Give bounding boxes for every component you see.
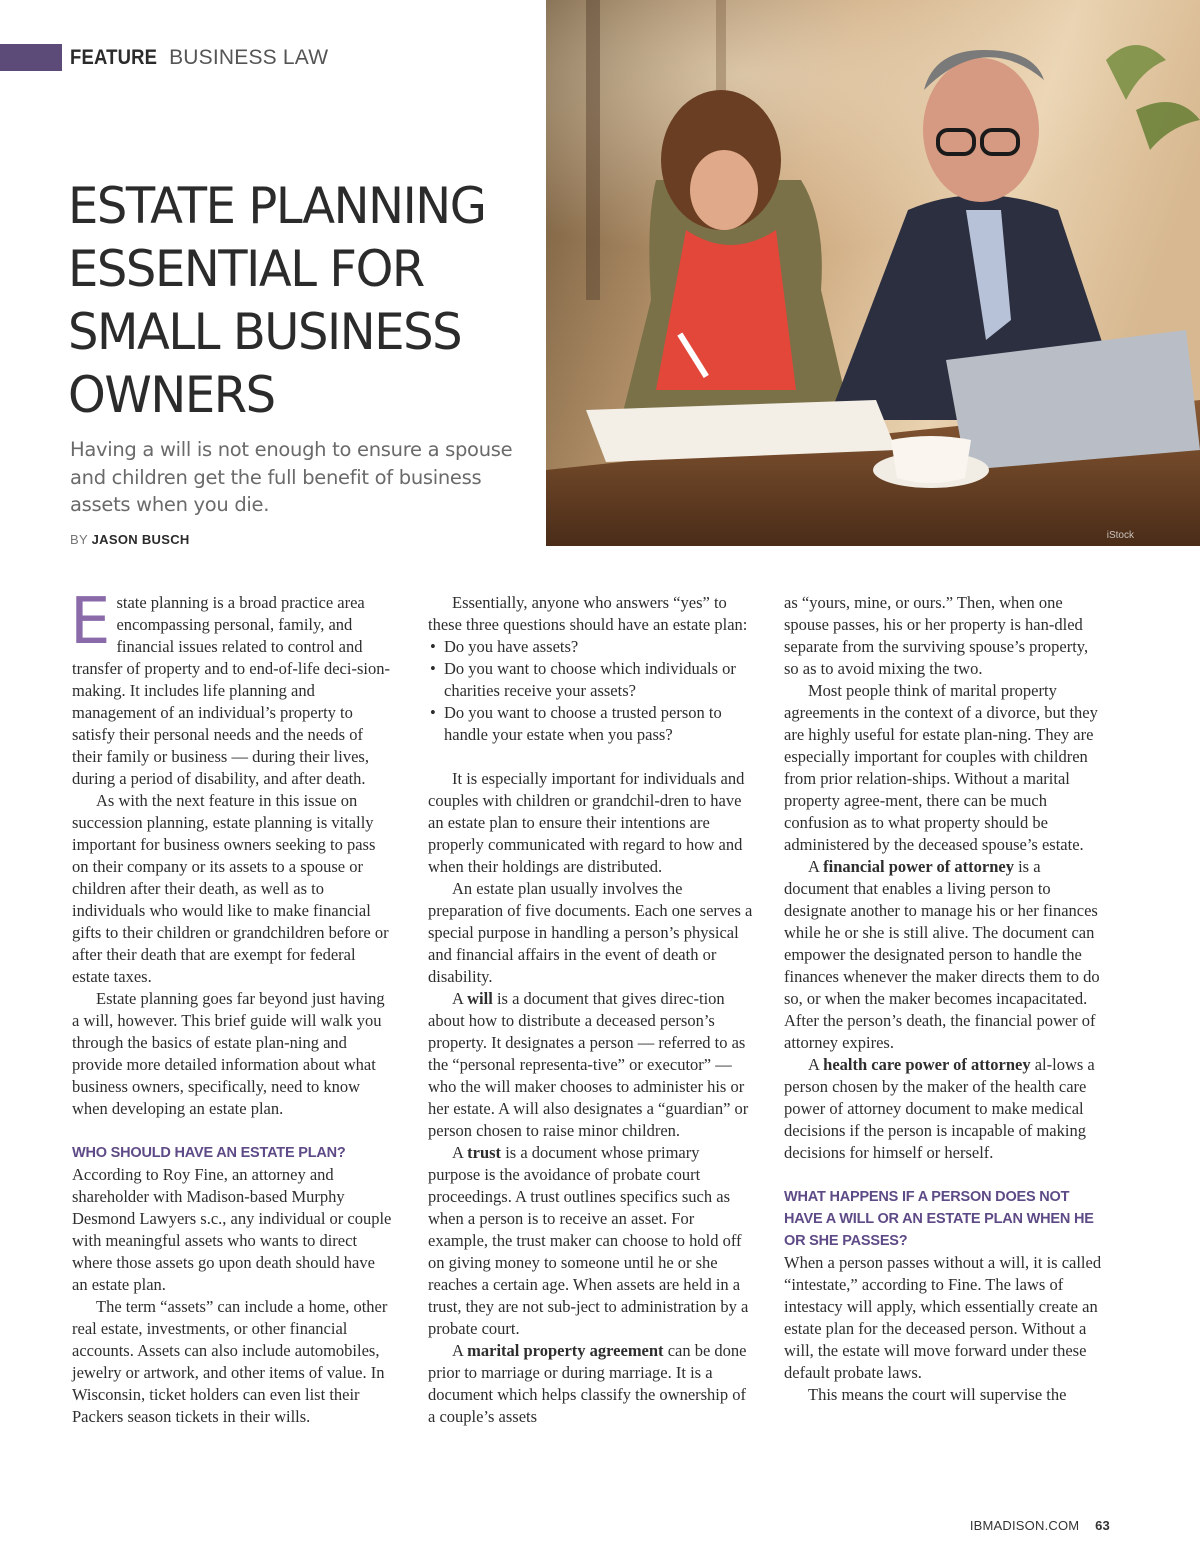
section-tag	[70, 46, 328, 70]
section-color-bar	[0, 44, 62, 71]
article-column-3	[784, 592, 1106, 1406]
section-subhead: WHO SHOULD HAVE AN ESTATE PLAN?	[72, 1145, 346, 1161]
term-prefix: A	[452, 989, 468, 1008]
term-prefix: A	[452, 1341, 468, 1360]
body-paragraph: An estate plan usually involves the preparation of five documents. Each one serves a special purpose in handling a person’s physical and financial affairs in the event of death or disability.	[428, 879, 753, 986]
headline-line: OWNERS	[68, 366, 275, 424]
marital-agreement-paragraph	[428, 1340, 754, 1428]
page-number: 63	[1095, 1518, 1110, 1533]
term-financial-power-of-attorney: financial power of attorney	[823, 857, 1014, 876]
term-marital-property-agreement: marital property agreement	[467, 1341, 664, 1360]
byline-author: JASON BUSCH	[91, 532, 190, 547]
article-column-2	[428, 592, 754, 1428]
financial-poa-paragraph	[784, 856, 1106, 1054]
list-item: • Do you have assets?	[428, 636, 754, 658]
body-paragraph: When a person passes without a will, it is called “intestate,” according to Fine. The laws of intestacy will apply, which essentially create an estate plan for the deceased person. Without a will, the estate will move forward under these default probate laws.	[784, 1253, 1102, 1382]
list-item: • Do you want to choose which individuals or charities receive your assets?	[428, 658, 754, 702]
term-prefix: A	[808, 1055, 824, 1074]
body-paragraph: As with the next feature in this issue on succession planning, estate planning is vitally important for business owners seeking to pass on their company or its assets to a spouse or children after their death, as well as to individuals who would like to make financial gifts to their children or grandchildren before or after their death that are exempt for federal estate taxes.	[72, 791, 389, 986]
body-paragraph: Most people think of marital property agreements in the context of a divorce, but they are highly useful for estate plan-ning. They are especially important for couples with children from prior relation-ships. Without a marital property agree-ment, there can be much confusion as to what property should be administered by the deceased spouse’s estate.	[784, 681, 1098, 854]
byline	[70, 532, 190, 547]
paragraph-text: state planning is a broad practice area encompassing personal, family, and financial issues related to control and transfer of property and to end-of-life deci-sion-making. It includes life planning and management of an individual’s property to satisfy their personal needs and the needs of their family or business — during their lives, during a period of disability, and after death.	[72, 593, 390, 788]
article-headline	[68, 175, 538, 427]
hero-photo	[546, 0, 1200, 546]
paragraph-text: can be done prior to marriage or during marriage. It is a document which helps classify the ownership of a couple’s assets	[428, 1341, 747, 1426]
list-item: • Do you want to choose a trusted person to handle your estate when you pass?	[428, 702, 754, 746]
trust-paragraph	[428, 1142, 754, 1340]
article-column-1	[70, 585, 394, 1428]
section-feature-label: FEATURE	[70, 46, 158, 69]
term-prefix: A	[808, 857, 824, 876]
body-paragraph: According to Roy Fine, an attorney and shareholder with Madison-based Murphy Desmond Lawyers s.c., any individual or couple with meaningful assets who wants to direct where those assets go upon death should have an estate plan.	[72, 1165, 392, 1294]
body-paragraph: Estate planning goes far beyond just having a will, however. This brief guide will walk you through the basics of estate plan-ning and provide more detailed information about what business owners, specifically, need to know when developing an estate plan.	[72, 989, 385, 1118]
paragraph-text: is a document whose primary purpose is the avoidance of probate court proceedings. A trust outlines specifics such as when a person is to receive an asset. For example, the trust maker can choose to hold off on giving money to someone until he or she reaches a certain age. When assets are held in a trust, they are not sub-ject to administration by a probate court.	[428, 1143, 749, 1338]
headline-line: ESTATE PLANNING	[68, 177, 486, 235]
question-list	[428, 636, 754, 746]
drop-cap: E	[70, 585, 111, 659]
body-paragraph: The term “assets” can include a home, other real estate, investments, or other financial accounts. Assets can also include automobiles, jewelry or artwork, and other items of value. In Wisconsin, ticket holders can even list their Packers season tickets in their wills.	[72, 1297, 388, 1426]
paragraph-text: is a document that gives direc-tion about how to distribute a deceased person’s property. It designates a person — referred to as the “personal representa-tive” or executor” — who the will maker chooses to administer his or her estate. A will also designates a “guardian” or person chosen to raise minor children.	[428, 989, 749, 1140]
term-trust: trust	[467, 1143, 502, 1162]
body-paragraph: as “yours, mine, or ours.” Then, when one spouse passes, his or her property is han-dled separate from the surviving spouse’s property, so as to avoid mixing the two.	[784, 593, 1089, 678]
photo-credit: iStock	[1106, 530, 1134, 541]
section-subhead: WHAT HAPPENS IF A PERSON DOES NOT HAVE A WILL OR AN ESTATE PLAN WHEN HE OR SHE PASSES?	[784, 1189, 1094, 1249]
body-paragraph: This means the court will supervise the	[808, 1385, 1067, 1404]
page-footer	[970, 1518, 1110, 1533]
term-health-care-power-of-attorney: health care power of attorney	[823, 1055, 1031, 1074]
article-dek: Having a will is not enough to ensure a spouse and children get the full benefit of business assets when you die.	[70, 438, 513, 516]
paragraph-text: is a document that enables a living person to designate another to manage his or her finances while he or she is still alive. The document can empower the designated person to handle the finances whenever the maker directs them to do so, or when the maker becomes incapacitated. After the person’s death, the financial power of attorney expires.	[784, 857, 1100, 1052]
headline-line: SMALL BUSINESS	[68, 303, 462, 361]
body-paragraph: It is especially important for individuals and couples with children or grandchil-dren to have an estate plan to ensure their intentions are properly communicated with regard to how and when their holdings are distributed.	[428, 769, 745, 876]
byline-prefix: BY	[70, 532, 88, 547]
health-care-poa-paragraph	[784, 1054, 1106, 1164]
paragraph-text: al-lows a person chosen by the maker of the health care power of attorney document to make medical decisions if the person is incapable of making decisions for himself or herself.	[784, 1055, 1095, 1162]
term-prefix: A	[452, 1143, 468, 1162]
term-will: will	[467, 989, 493, 1008]
section-category-label: BUSINESS LAW	[169, 46, 329, 69]
body-paragraph: Essentially, anyone who answers “yes” to these three questions should have an estate plan:	[428, 593, 748, 634]
footer-site: IBMADISON.COM	[969, 1518, 1080, 1533]
body-paragraph	[70, 585, 394, 790]
headline-line: ESSENTIAL FOR	[68, 240, 424, 298]
will-paragraph	[428, 988, 754, 1142]
